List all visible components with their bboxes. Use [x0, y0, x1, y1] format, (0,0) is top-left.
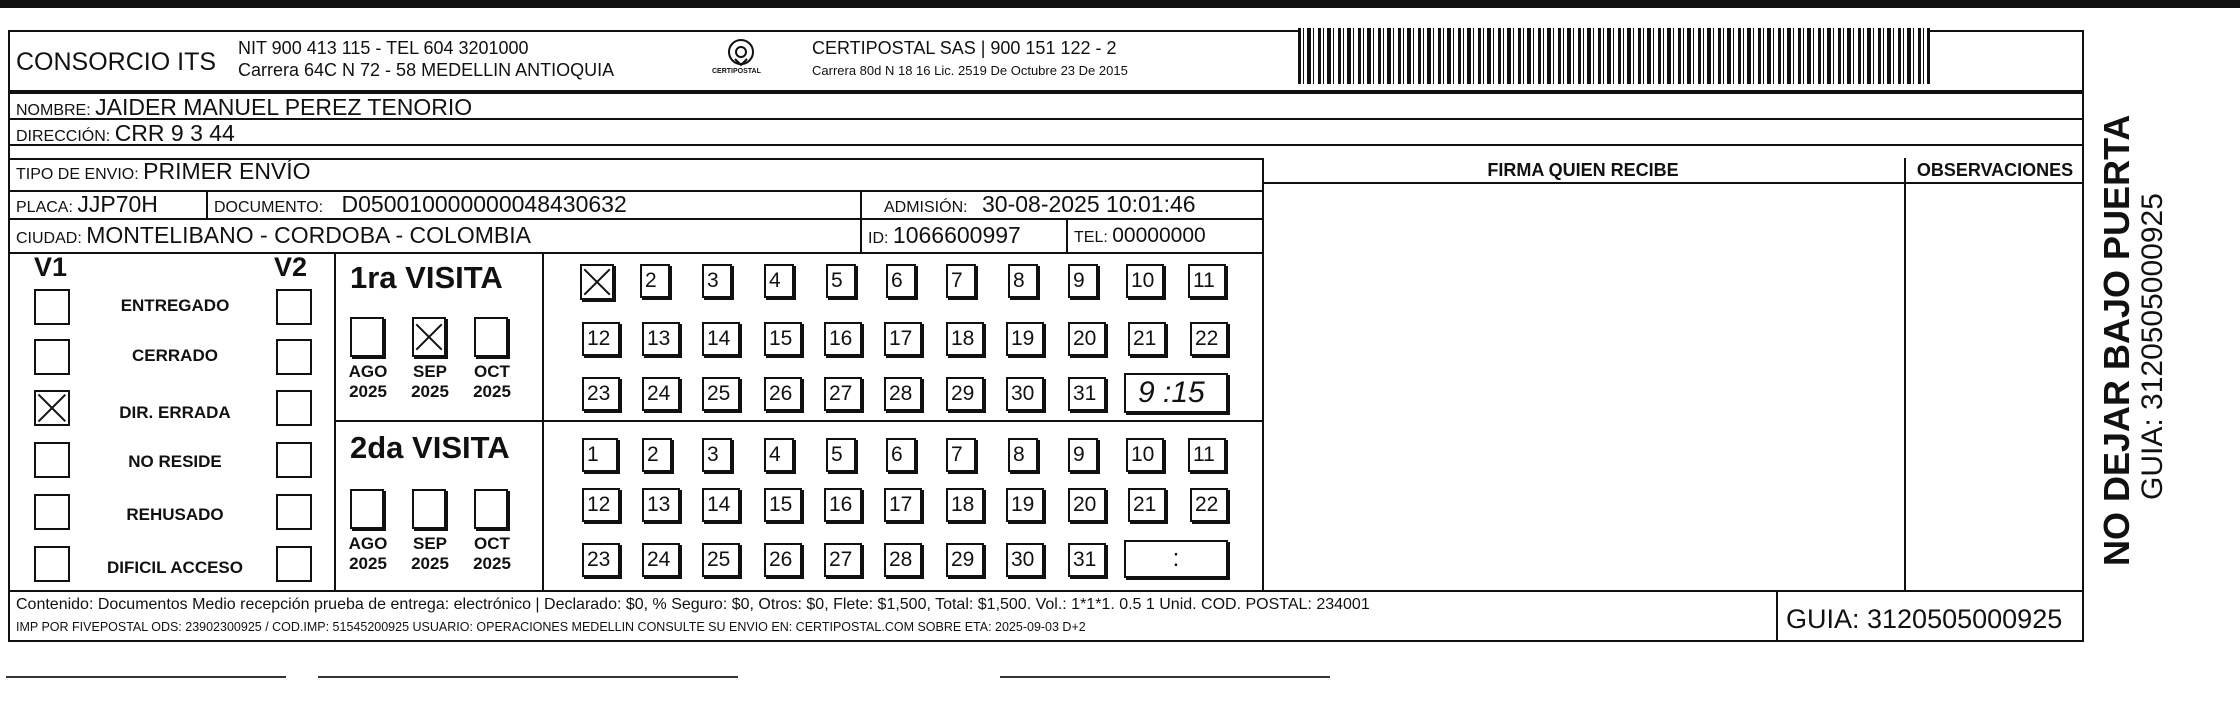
status-label-no-reside: NO RESIDE	[128, 452, 222, 471]
first-day-30[interactable]: 30	[1006, 377, 1044, 411]
first-day-11[interactable]: 11	[1188, 264, 1226, 298]
first-month-sep: SEP 2025	[411, 362, 449, 401]
second-day-30[interactable]: 30	[1006, 543, 1044, 577]
company-address: Carrera 64C N 72 - 58 MEDELLIN ANTIOQUIA	[238, 60, 615, 80]
v2-checkbox-cerrado[interactable]	[276, 339, 312, 375]
second-day-29[interactable]: 29	[946, 543, 984, 577]
first-day-12[interactable]: 12	[582, 322, 620, 356]
scan-line-1	[6, 676, 286, 678]
footer-guia: GUIA: 3120505000925	[1786, 604, 2063, 634]
placa-value: JJP70H	[77, 191, 158, 217]
firma-area[interactable]	[1264, 184, 1902, 588]
first-day-20[interactable]: 20	[1068, 322, 1106, 356]
second-day-18[interactable]: 18	[946, 488, 984, 522]
second-day-7[interactable]: 7	[946, 438, 976, 472]
v2-checkbox-no-reside[interactable]	[276, 442, 312, 478]
observaciones-label: OBSERVACIONES	[1916, 160, 2074, 180]
second-month-ago: AGO 2025	[348, 534, 388, 573]
first-day-2[interactable]: 2	[640, 264, 670, 298]
placa-label: PLACA:	[16, 199, 73, 216]
first-day-5[interactable]: 5	[826, 264, 856, 298]
first-day-16[interactable]: 16	[824, 322, 862, 356]
first-day-13[interactable]: 13	[642, 322, 680, 356]
first-day-21[interactable]: 21	[1128, 322, 1166, 356]
first-day-7[interactable]: 7	[946, 264, 976, 298]
second-day-5[interactable]: 5	[826, 438, 856, 472]
second-day-31[interactable]: 31	[1068, 543, 1106, 577]
second-day-19[interactable]: 19	[1006, 488, 1044, 522]
second-month-sep: SEP 2025	[411, 534, 449, 573]
id-value: 1066600997	[892, 222, 1021, 248]
first-day-14[interactable]: 14	[702, 322, 740, 356]
second-day-23[interactable]: 23	[582, 543, 620, 577]
logo-text: CERTIPOSTAL	[712, 68, 761, 75]
barcode	[1298, 28, 1930, 84]
v1-checkbox-no-reside[interactable]	[34, 442, 70, 478]
documento-value: D050010000000048430632	[341, 191, 627, 217]
second-day-21[interactable]: 21	[1128, 488, 1166, 522]
first-day-3[interactable]: 3	[702, 264, 732, 298]
id-label: ID:	[868, 230, 889, 247]
scan-line-3	[1000, 676, 1330, 678]
nit-line: NIT 900 413 115 - TEL 604 3201000	[238, 38, 529, 58]
admision-value: 30-08-2025 10:01:46	[982, 191, 1196, 217]
v2-checkbox-dificil-acceso[interactable]	[276, 546, 312, 582]
second-day-4[interactable]: 4	[764, 438, 794, 472]
direccion-value: CRR 9 3 44	[114, 120, 235, 146]
first-month-box-ago[interactable]	[350, 317, 384, 357]
first-day-31[interactable]: 31	[1068, 377, 1106, 411]
v2-heading: V2	[274, 252, 308, 282]
v1-heading: V1	[34, 252, 68, 282]
v1-checkbox-dir-errada-checked[interactable]	[34, 390, 70, 426]
id-row	[868, 222, 1021, 249]
first-day-9[interactable]: 9	[1068, 264, 1098, 298]
first-visit-heading: 1ra VISITA	[350, 260, 503, 295]
first-day-24[interactable]: 24	[642, 377, 680, 411]
side-no-dejar: NO DEJAR BAJO PUERTA	[2096, 114, 2137, 566]
first-day-17[interactable]: 17	[884, 322, 922, 356]
v1-checkbox-dificil-acceso[interactable]	[34, 546, 70, 582]
status-label-dir-errada: DIR. ERRADA	[119, 403, 231, 422]
second-day-11[interactable]: 11	[1188, 438, 1226, 472]
direccion-label: DIRECCIÓN:	[16, 128, 111, 145]
v1-checkbox-rehusado[interactable]	[34, 494, 70, 530]
firma-label: FIRMA QUIEN RECIBE	[1487, 160, 1679, 180]
tipo-row	[16, 158, 311, 185]
second-day-26[interactable]: 26	[764, 543, 802, 577]
side-guia: GUIA: 3120505000925	[2136, 193, 2169, 500]
nombre-row	[16, 94, 472, 121]
first-month-ago: AGO 2025	[348, 362, 388, 401]
first-month-box-oct[interactable]	[474, 317, 508, 357]
first-day-28[interactable]: 28	[884, 377, 922, 411]
second-day-15[interactable]: 15	[764, 488, 802, 522]
second-day-14[interactable]: 14	[702, 488, 740, 522]
tel-row	[1074, 224, 1206, 248]
v1-checkbox-entregado[interactable]	[34, 289, 70, 325]
first-day-6[interactable]: 6	[886, 264, 916, 298]
second-day-10[interactable]: 10	[1126, 438, 1164, 472]
observaciones-area[interactable]	[1906, 184, 2082, 588]
second-day-1[interactable]: 1	[582, 438, 618, 472]
documento-row	[214, 191, 627, 218]
top-edge	[0, 0, 2240, 8]
tipo-value: PRIMER ENVÍO	[143, 158, 311, 184]
ciudad-row	[16, 222, 531, 249]
first-time-box[interactable]: 9 :15	[1124, 373, 1228, 413]
first-month-box-sep-checked[interactable]	[412, 317, 446, 357]
admision-label: ADMISIÓN:	[884, 199, 968, 216]
second-day-2[interactable]: 2	[642, 438, 672, 472]
second-month-oct: OCT 2025	[473, 534, 511, 573]
footer-contenido: Contenido: Documentos Medio recepción prueba de entrega: electrónico | Declarado: $0, % Seguro: $0, Otros: $0, Flete: $1,500, Total: $1,500. Vol.: 1*1*1. 0.5 1 Unid. COD. POSTAL: 234001	[16, 596, 1370, 613]
first-day-1-checked[interactable]	[580, 264, 614, 300]
v2-checkbox-dir-errada[interactable]	[276, 390, 312, 426]
first-day-10[interactable]: 10	[1126, 264, 1164, 298]
first-day-25[interactable]: 25	[702, 377, 740, 411]
second-day-25[interactable]: 25	[702, 543, 740, 577]
certipostal-address: Carrera 80d N 18 16 Lic. 2519 De Octubre 23 De 2015	[812, 63, 1128, 78]
tel-label: TEL:	[1074, 229, 1108, 246]
first-day-4[interactable]: 4	[764, 264, 794, 298]
admision-row	[884, 191, 1196, 218]
scan-line-2	[318, 676, 738, 678]
first-day-29[interactable]: 29	[946, 377, 984, 411]
status-label-cerrado: CERRADO	[132, 346, 218, 365]
placa-row	[16, 191, 158, 218]
second-day-16[interactable]: 16	[824, 488, 862, 522]
status-label-entregado: ENTREGADO	[120, 296, 230, 315]
direccion-row	[16, 120, 235, 147]
tipo-label: TIPO DE ENVIO:	[16, 166, 139, 183]
ciudad-value: MONTELIBANO - CORDOBA - COLOMBIA	[86, 222, 531, 248]
second-month-box-oct[interactable]	[474, 489, 508, 529]
second-day-20[interactable]: 20	[1068, 488, 1106, 522]
v1-checkbox-cerrado[interactable]	[34, 339, 70, 375]
documento-label: DOCUMENTO:	[214, 199, 324, 216]
second-visit-heading: 2da VISITA	[350, 430, 510, 465]
first-day-8[interactable]: 8	[1008, 264, 1038, 298]
certipostal-logo	[708, 34, 774, 86]
first-day-26[interactable]: 26	[764, 377, 802, 411]
tel-value: 00000000	[1112, 224, 1206, 247]
second-month-box-ago[interactable]	[350, 489, 384, 529]
second-day-8[interactable]: 8	[1008, 438, 1038, 472]
first-day-22[interactable]: 22	[1190, 322, 1228, 356]
v2-checkbox-rehusado[interactable]	[276, 494, 312, 530]
first-day-18[interactable]: 18	[946, 322, 984, 356]
nombre-value: JAIDER MANUEL PEREZ TENORIO	[95, 94, 473, 120]
second-day-27[interactable]: 27	[824, 543, 862, 577]
certipostal-line: CERTIPOSTAL SAS | 900 151 122 - 2	[812, 38, 1117, 58]
footer-imp: IMP POR FIVEPOSTAL ODS: 23902300925 / COD.IMP: 51545200925 USUARIO: OPERACIONES MEDELLIN CONSULTE SU ENVIO EN: CERTIPOSTAL.COM SOBRE ETA: 2025-09-03 D+2	[16, 620, 1086, 634]
first-day-19[interactable]: 19	[1006, 322, 1044, 356]
nombre-label: NOMBRE:	[16, 102, 91, 119]
second-day-12[interactable]: 12	[582, 488, 620, 522]
first-day-23[interactable]: 23	[582, 377, 620, 411]
second-day-28[interactable]: 28	[884, 543, 922, 577]
v2-checkbox-entregado[interactable]	[276, 289, 312, 325]
second-day-13[interactable]: 13	[642, 488, 680, 522]
second-day-17[interactable]: 17	[884, 488, 922, 522]
first-day-27[interactable]: 27	[824, 377, 862, 411]
status-label-dificil-acceso: DIFICIL ACCESO	[106, 558, 243, 577]
first-day-15[interactable]: 15	[764, 322, 802, 356]
first-month-oct: OCT 2025	[473, 362, 511, 401]
status-label-rehusado: REHUSADO	[126, 505, 224, 524]
second-day-6[interactable]: 6	[886, 438, 916, 472]
second-day-9[interactable]: 9	[1068, 438, 1098, 472]
second-time-box[interactable]: :	[1124, 540, 1228, 578]
ciudad-label: CIUDAD:	[16, 230, 82, 247]
second-day-3[interactable]: 3	[702, 438, 732, 472]
second-day-24[interactable]: 24	[642, 543, 680, 577]
second-month-box-sep[interactable]	[412, 489, 446, 529]
second-day-22[interactable]: 22	[1190, 488, 1228, 522]
company-name: CONSORCIO ITS	[16, 48, 217, 76]
